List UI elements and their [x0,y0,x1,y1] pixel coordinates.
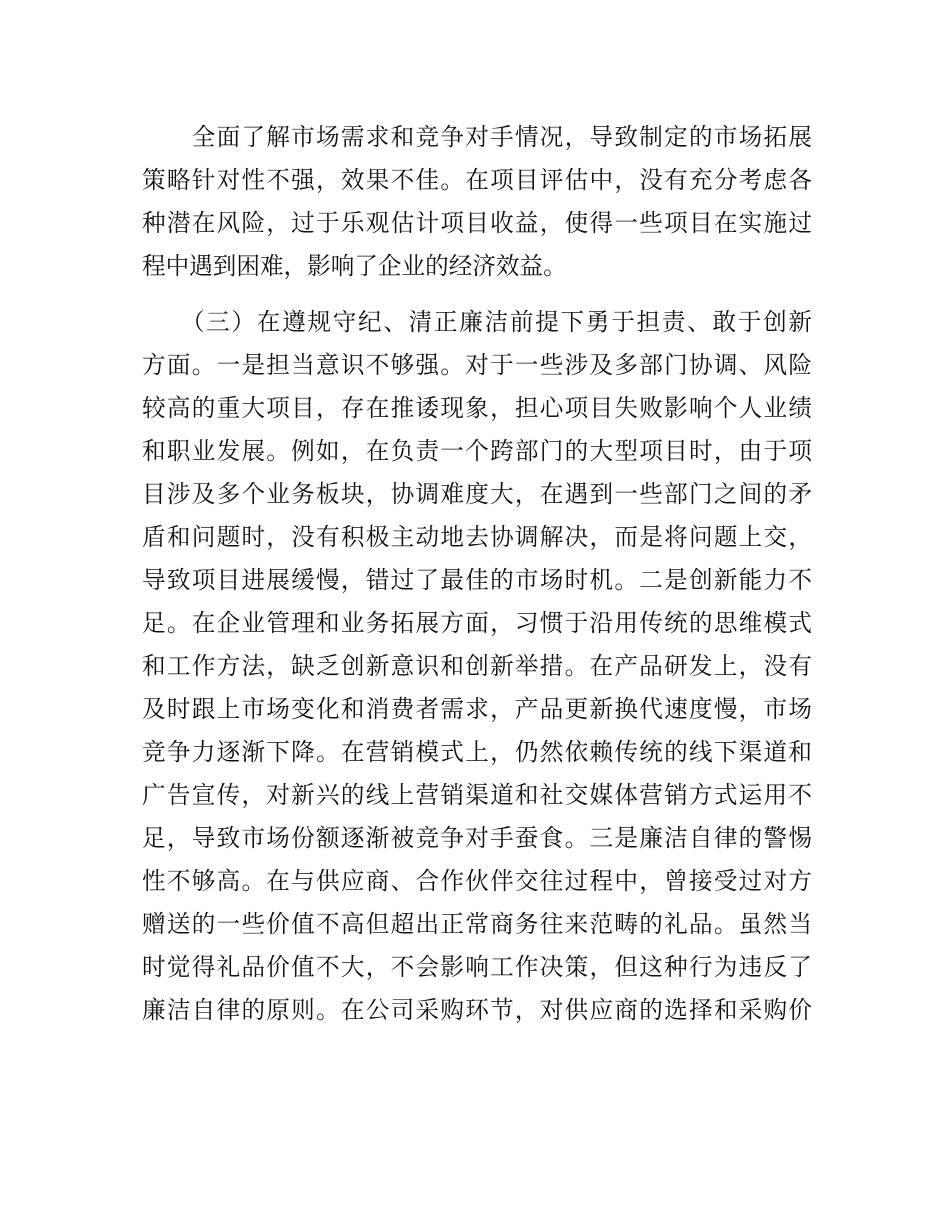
text-line: 目涉及多个业务板块，协调难度大，在遇到一些部门之间的矛 [142,480,812,508]
text-line: 足。在企业管理和业务拓展方面，习惯于沿用传统的思维模式 [142,609,812,637]
text-line: 程中遇到困难，影响了企业的经济效益。 [142,252,567,280]
paragraph-2 [142,301,812,1032]
text-line: 和工作方法，缺乏创新意识和创新举措。在产品研发上，没有 [142,652,812,680]
text-line: 盾和问题时，没有积极主动地去协调解决，而是将问题上交， [142,523,812,551]
text-line: 足，导致市场份额逐渐被竞争对手蚕食。三是廉洁自律的警惕 [142,824,812,852]
paragraph-1 [142,116,812,288]
text-line: 廉洁自律的原则。在公司采购环节，对供应商的选择和采购价 [142,996,812,1024]
text-line: 方面。一是担当意识不够强。对于一些涉及多部门协调、风险 [142,351,812,379]
text-line: 种潜在风险，过于乐观估计项目收益，使得一些项目在实施过 [142,209,812,237]
text-line: 全面了解市场需求和竞争对手情况，导致制定的市场拓展 [142,123,812,151]
text-line: 性不够高。在与供应商、合作伙伴交往过程中，曾接受过对方 [142,867,812,895]
text-line: 竞争力逐渐下降。在营销模式上，仍然依赖传统的线下渠道和 [142,738,812,766]
text-line: （三）在遵规守纪、清正廉洁前提下勇于担责、敢于创新 [142,308,812,336]
text-line: 和职业发展。例如，在负责一个跨部门的大型项目时，由于项 [142,437,812,465]
text-line: 策略针对性不强，效果不佳。在项目评估中，没有充分考虑各 [142,166,812,194]
text-line: 导致项目进展缓慢，错过了最佳的市场时机。二是创新能力不 [142,566,812,594]
text-line: 赠送的一些价值不高但超出正常商务往来范畴的礼品。虽然当 [142,910,812,938]
text-line: 及时跟上市场变化和消费者需求，产品更新换代速度慢，市场 [142,695,812,723]
text-line: 较高的重大项目，存在推诿现象，担心项目失败影响个人业绩 [142,394,812,422]
text-line: 时觉得礼品价值不大，不会影响工作决策，但这种行为违反了 [142,953,812,981]
text-line: 广告宣传，对新兴的线上营销渠道和社交媒体营销方式运用不 [142,781,812,809]
